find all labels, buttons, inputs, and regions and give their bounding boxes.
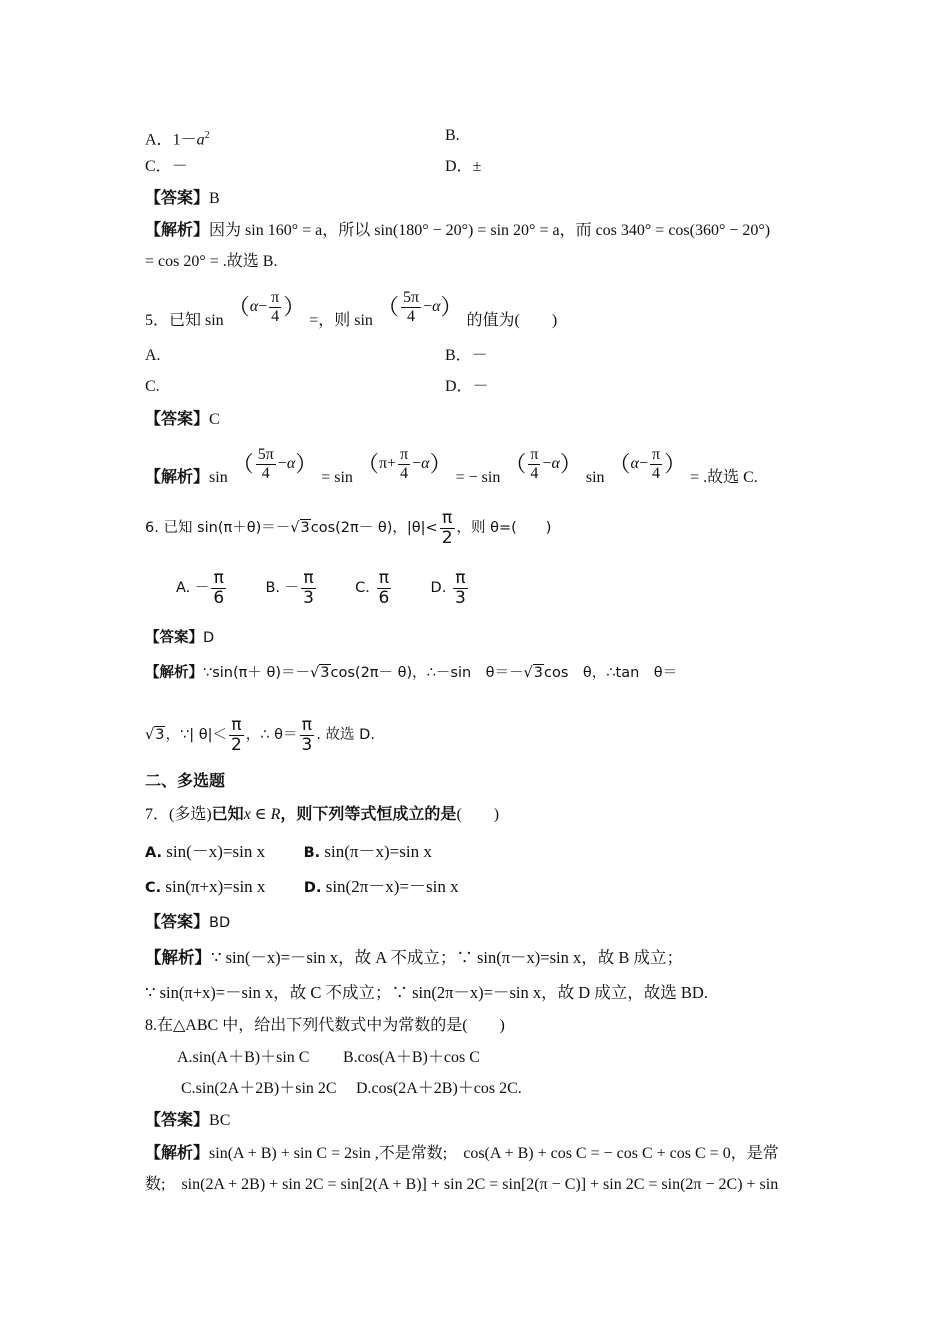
q5-option-b: B．－	[445, 347, 488, 364]
q7-options-ab: A. sin(－x)=sin x B. sin(π－x)=sin x	[145, 842, 432, 861]
q4-option-b: B.	[445, 127, 460, 144]
q8-analysis-line2: 数; sin(2A + 2B) + sin 2C = sin[2(A + B)] + sin 2C = sin[2(π − C)] + sin 2C = sin(2π − 2C) + sin	[145, 1176, 779, 1193]
q8-option-b: B.cos(A＋B)＋cos C	[343, 1049, 480, 1066]
q6-options: A. － $\frac{\pi}{6}$ B. － $\frac{\pi}{3}$ C. $\frac{\pi}{6}$ D. $\frac{\pi}{3}$	[176, 567, 466, 608]
q6-stem: 6. 已知 sin(π＋θ)＝－√3cos(2π－ θ)，|θ|< $\frac{\pi}{2}$ ，则 θ=( )	[145, 507, 552, 548]
q8-answer: 【答案】BC	[145, 1112, 231, 1129]
q7-analysis-line1: 【解析】∵ sin(－x)=－sin x，故 A 不成立；∵ sin(π－x)=sin x，故 B 成立；	[145, 948, 683, 967]
q7-options-cd: C. sin(π+x)=sin x D. sin(2π－x)=－sin x	[145, 877, 459, 896]
q4-option-d: D．±	[445, 158, 482, 175]
q7-answer: 【答案】BD	[145, 914, 231, 931]
q6-answer: 【答案】D	[145, 630, 215, 646]
q8-analysis-line1: 【解析】sin(A + B) + sin C = 2sin ,不是常数; cos(A + B) + cos C = − cos C + cos C = 0，是常	[145, 1145, 779, 1162]
q5-answer: 【答案】C	[145, 411, 220, 428]
fraction: $\frac{5\pi}{4}$	[402, 288, 420, 325]
q8-stem: 8.在△ABC 中，给出下列代数式中为常数的是( )	[145, 1017, 505, 1034]
q5-option-c: C.	[145, 378, 160, 395]
q8-option-c: C.sin(2A＋2B)＋sin 2C	[181, 1080, 337, 1097]
q5-analysis: 【解析】sin （ $\frac{5\pi}{4}$ −α） = sin （π+ $\frac{\pi}{4}$ −α） = − sin （ $\frac{\pi}{4}$ −α） sin （α− $\frac{\pi}{4}$ ） = .故选 C.	[145, 445, 758, 486]
q4-analysis-line1: 【解析】因为 sin 160° = a，所以 sin(180° − 20°) = sin 20° = a，而 cos 340° = cos(360° − 20°)	[145, 222, 771, 239]
q6-analysis-line1: 【解析】∵sin(π＋ θ)＝－√3cos(2π－ θ)，∴－sin θ＝－√3cos θ，∴tan θ＝	[145, 665, 678, 681]
q7-analysis-line2: ∵ sin(π+x)=－sin x，故 C 不成立；∵ sin(2π－x)=－sin x，故 D 成立，故选 BD.	[145, 983, 708, 1002]
q4-option-a: A．$1-a^2$	[145, 130, 210, 149]
q4-answer: 【答案】B	[145, 190, 220, 207]
q4-option-c: C．－	[145, 158, 188, 175]
q5-stem: 5．已知 sin （α− $\frac{\pi}{4}$ ） =，则 sin （ $\frac{5\pi}{4}$ −α） 的值为( )	[145, 288, 558, 329]
fraction: $\frac{\pi}{4}$	[271, 288, 280, 325]
section-title: 二、多选题	[145, 773, 226, 790]
q8-option-d: D.cos(2A＋2B)＋cos 2C.	[356, 1080, 522, 1097]
q5-option-a: A.	[145, 347, 161, 364]
q7-stem: 7．(多选)已知x ∈ R，则下列等式恒成立的是( )	[145, 806, 500, 823]
q5-option-d: D．－	[445, 378, 489, 395]
q8-option-a: A.sin(A＋B)＋sin C	[177, 1049, 310, 1066]
q6-analysis-line2: √3，∵| θ|＜ $\frac{\pi}{2}$ ，∴ θ＝ $\frac{\pi}{3}$ . 故选 D.	[145, 714, 375, 755]
q4-analysis-line2: = cos 20° = .故选 B.	[145, 253, 278, 270]
